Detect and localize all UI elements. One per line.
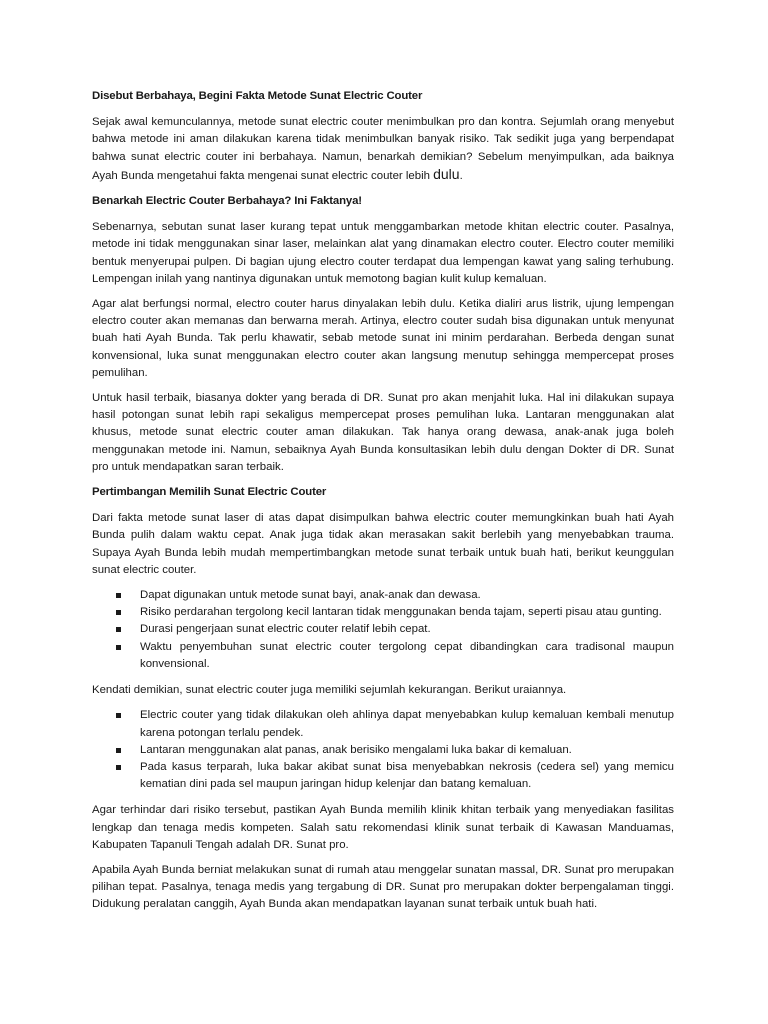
section2-paragraph-4: Apabila Ayah Bunda berniat melakukan sunat di rumah atau menggelar sunatan massal, DR. Sunat pro merupakan pilihan tepat. Pasalnya, tenaga medis yang tergabung di DR. Sunat pro merupakan dokter berpengalaman tinggi. Didukung peralatan canggih, Ayah Bunda akan mendapatkan layanan sunat terbaik untuk buah hati. — [92, 863, 674, 911]
document-page — [92, 88, 674, 922]
list-item: Electric couter yang tidak dilakukan oleh ahlinya dapat menyebabkan kulup kemaluan kembali menutup karena potongan terlalu pendek. — [140, 707, 674, 741]
advantages-list — [92, 587, 674, 673]
section1-paragraph-1: Sebenarnya, sebutan sunat laser kurang tepat untuk menggambarkan metode khitan electric couter. Pasalnya, metode ini tidak menggunakan sinar laser, melainkan alat yang dinamakan electro couter. Electro couter memiliki bentuk menyerupai pulpen. Di bagian ujung electro couter terdapat dua lempengan kawat yang saling terhubung. Lempengan inilah yang nantinya digunakan untuk memotong bagian kulit kulup kemaluan. — [92, 221, 674, 285]
bullet-icon — [116, 645, 121, 650]
list-item: Dapat digunakan untuk metode sunat bayi, anak-anak dan dewasa. — [140, 587, 674, 604]
section1-heading: Benarkah Electric Couter Berbahaya? Ini Faktanya! — [92, 195, 362, 208]
bullet-icon — [116, 627, 121, 632]
list-item: Lantaran menggunakan alat panas, anak berisiko mengalami luka bakar di kemaluan. — [140, 742, 674, 759]
article-title: Disebut Berbahaya, Begini Fakta Metode Sunat Electric Couter — [92, 90, 423, 102]
intro-text: Sejak awal kemunculannya, metode sunat electric couter menimbulkan pro dan kontra. Sejumlah orang menyebut bahwa metode ini aman dilakukan karena tidak menimbulkan banyak risiko. Tak sedikit juga yang berpendapat bahwa sunat electric couter ini berbahaya. Namun, benarkah demikian? Sebelum menyimpulkan, ada baiknya Ayah Bunda mengetahui fakta mengenai sunat electric couter lebih — [92, 116, 674, 182]
intro-paragraph: Sejak awal kemunculannya, metode sunat electric couter menimbulkan pro dan kontra. Sejumlah orang menyebut bahwa metode ini aman dilakukan karena tidak menimbulkan banyak risiko. Tak sedikit juga yang berpendapat bahwa sunat electric couter ini berbahaya. Namun, benarkah demikian? Sebelum menyimpulkan, ada baiknya Ayah Bunda mengetahui fakta mengenai sunat electric couter lebih dulu. — [92, 116, 674, 182]
bullet-icon — [116, 713, 121, 718]
bullet-icon — [116, 765, 121, 770]
bullet-icon — [116, 748, 121, 753]
section2-heading: Pertimbangan Memilih Sunat Electric Couter — [92, 486, 327, 499]
list-item: Pada kasus terparah, luka bakar akibat sunat bisa menyebabkan nekrosis (cedera sel) yang memicu kematian dini pada sel maupun jaringan hidup kelenjar dan batang kemaluan. — [140, 759, 674, 793]
list-item: Waktu penyembuhan sunat electric couter tergolong cepat dibandingkan cara tradisonal maupun konvensional. — [140, 639, 674, 673]
section2-paragraph-3: Agar terhindar dari risiko tersebut, pastikan Ayah Bunda memilih klinik khitan terbaik yang menyediakan fasilitas lengkap dan tenaga medis kompeten. Salah satu rekomendasi klinik sunat terbaik di Kawasan Manduamas, Kabupaten Tapanuli Tengah adalah DR. Sunat pro. — [92, 804, 674, 851]
list-item: Durasi pengerjaan sunat electric couter relatif lebih cepat. — [140, 621, 674, 638]
disadvantages-list — [92, 707, 674, 793]
list-item: Risiko perdarahan tergolong kecil lantaran tidak menggunakan benda tajam, seperti pisau atau gunting. — [140, 604, 674, 621]
section1-paragraph-2: Agar alat berfungsi normal, electro couter harus dinyalakan lebih dulu. Ketika dialiri arus listrik, ujung lempengan electro couter akan memanas dan berwarna merah. Artinya, electro couter sudah bisa digunakan untuk menyunat buah hati Ayah Bunda. Tak perlu khawatir, sebab metode sunat ini minim perdarahan. Berbeda dengan sunat konvensional, luka sunat menggunakan electro couter akan langsung menutup sehingga mempercepat proses pemulihan. — [92, 298, 674, 379]
bullet-icon — [116, 610, 121, 615]
intro-end-word: dulu — [433, 165, 460, 182]
section2-paragraph-1: Dari fakta metode sunat laser di atas dapat disimpulkan bahwa electric couter memungkinkan buah hati Ayah Bunda pulih dalam waktu cepat. Anak juga tidak akan merasakan sakit berlebih yang menyebabkan trauma. Supaya Ayah Bunda lebih mudah mempertimbangkan metode sunat terbaik untuk buah hati, berikut keunggulan sunat electric couter. — [92, 512, 674, 576]
section2-paragraph-2: Kendati demikian, sunat electric couter juga memiliki sejumlah kekurangan. Berikut uraiannya. — [92, 684, 567, 697]
bullet-icon — [116, 593, 121, 598]
section1-paragraph-3: Untuk hasil terbaik, biasanya dokter yang berada di DR. Sunat pro akan menjahit luka. Hal ini dilakukan supaya hasil potongan sunat lebih rapi sekaligus mempercepat proses pemulihan luka. Lantaran menggunakan alat khusus, metode sunat electric couter aman dilakukan. Tak hanya orang dewasa, anak-anak juga boleh menggunakan metode ini. Namun, sebaiknya Ayah Bunda konsultasikan lebih dulu dengan Dokter di DR. Sunat pro untuk mendapatkan saran terbaik. — [92, 392, 674, 473]
